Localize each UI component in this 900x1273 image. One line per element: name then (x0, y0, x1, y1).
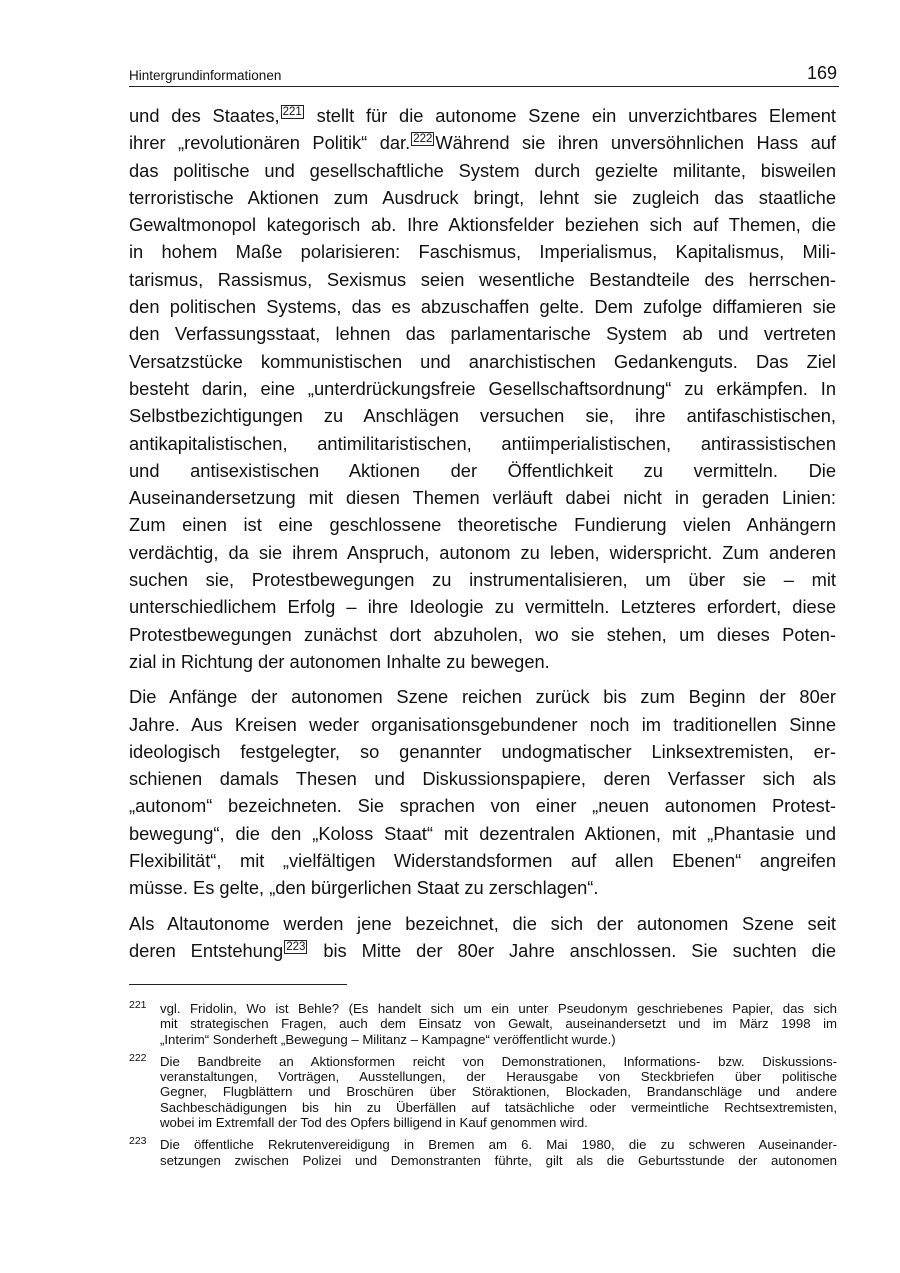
running-title: Hintergrundinformationen (129, 68, 282, 83)
footnote-line: setzungen zwischen Polizei und Demonstranten führte, gilt als die Geburtsstunde der autonomen (160, 1152, 837, 1168)
text-line (129, 937, 836, 964)
footnote-line: veranstaltungen, Vorträgen, Ausstellungen, der Herausgabe von Steckbriefen über politische (160, 1069, 837, 1085)
footnote-line: „Interim“ Sonderheft „Bewegung – Militanz – Kampagne“ veröffentlicht wurde.) (160, 1031, 616, 1047)
line-rest: Während sie ihren unversöhnlichen Hass auf (435, 132, 836, 154)
text-line: Jahre. Aus Kreisen weder organisationsgebundener noch im traditionellen Sinne (129, 713, 836, 735)
text-line: Flexibilität“, mit „vielfältigen Widerstandsformen auf allen Ebenen“ angreifen (129, 850, 836, 872)
footnote-ref-222[interactable]: 222 (413, 133, 433, 146)
footnote-line: Sachbeschädigungen bis hin zu Überfällen auf tatsächliche oder vermeintliche Rechtsextremisten, (160, 1099, 837, 1115)
footnote-221 (129, 1001, 837, 1047)
main-text (129, 102, 836, 972)
page-number: 169 (806, 63, 837, 83)
text-line: schienen damals Thesen und Diskussionspapiere, deren Verfasser sich als (129, 768, 836, 790)
footnote-line: Die öffentliche Rekrutenvereidigung in Bremen am 6. Mai 1980, die zu schweren Auseinander- (160, 1137, 837, 1153)
text-line: antikapitalistischen, antimilitaristischen, antiimperialistischen, antirassistischen (129, 432, 836, 454)
footnote-number: 222 (129, 1051, 147, 1064)
text-line: Protestbewegungen zunächst dort abzuholen, wo sie stehen, um dieses Poten- (129, 623, 836, 645)
text-line: in hohem Maße polarisieren: Faschismus, Imperialismus, Kapitalismus, Mili- (129, 241, 836, 263)
text-line: Selbstbezichtigungen zu Anschlägen versuchen sie, ihre antifaschistischen, (129, 405, 836, 427)
line-start: deren Entstehung (129, 939, 284, 961)
footnote-separator (129, 984, 347, 985)
line-rest: bis Mitte der 80er Jahre anschlossen. Sie suchten die (323, 939, 836, 961)
footnote-ref-223[interactable]: 223 (286, 940, 306, 953)
footnote-line: mit strategischen Fragen, auch dem Einsatz von Gewalt, auseinandersetzt und im März 1998 im (160, 1016, 837, 1032)
line-start: ihrer „revolutionären Politik“ dar. (129, 132, 411, 154)
footnote-223 (129, 1137, 837, 1168)
text-line: ideologisch festgelegter, so genannter undogmatischer Linksextremisten, er- (129, 740, 836, 762)
text-line: bewegung“, die den „Koloss Staat“ mit dezentralen Aktionen, mit „Phantasie und (129, 822, 836, 844)
text-line: den Verfassungsstaat, lehnen das parlamentarische System ab und vertreten (129, 323, 836, 345)
footnotes (129, 1001, 837, 1175)
footnote-line: wobei im Extremfall der Tod des Opfers billigend in Kauf genommen wird. (160, 1115, 588, 1131)
text-line: terroristische Aktionen zum Ausdruck bringt, lehnt sie zugleich das staatliche (129, 186, 836, 208)
text-line: Zum einen ist eine geschlossene theoretische Fundierung vielen Anhängern (129, 514, 836, 536)
footnote-number: 223 (129, 1135, 147, 1148)
text-line: Auseinandersetzung mit diesen Themen verläuft dabei nicht in geraden Linien: (129, 487, 836, 509)
text-line: Versatzstücke kommunistischen und anarchistischen Gedankenguts. Das Ziel (129, 350, 836, 372)
running-header (129, 60, 839, 87)
paragraph-3 (129, 910, 836, 965)
footnote-ref-221[interactable]: 221 (282, 106, 302, 118)
text-line: den politischen Systems, das es abzuschaffen gelte. Dem zufolge diffamieren sie (129, 296, 836, 318)
text-line: tarismus, Rassismus, Sexismus seien wesentliche Bestandteile des herrschen- (129, 268, 836, 290)
text-line: Als Altautonome werden jene bezeichnet, die sich der autonomen Szene seit (129, 912, 836, 934)
text-line: unterschiedlichem Erfolg – ihre Ideologie zu vermitteln. Letzteres erfordert, diese (129, 596, 836, 618)
text-line (129, 129, 836, 156)
footnote-line: Die Bandbreite an Aktionsformen reicht von Demonstrationen, Informations- bzw. Diskussions- (160, 1053, 837, 1069)
text-line: das politische und gesellschaftliche System durch gezielte militante, bisweilen (129, 159, 836, 181)
text-line: zial in Richtung der autonomen Inhalte zu bewegen. (129, 650, 550, 672)
text-line: besteht darin, eine „unterdrückungsfreie Gesellschaftsordnung“ zu erkämpfen. In (129, 377, 836, 399)
text-line: Die Anfänge der autonomen Szene reichen zurück bis zum Beginn der 80er (129, 686, 836, 708)
text-line: verdächtig, da sie ihrem Anspruch, autonom zu leben, widerspricht. Zum anderen (129, 541, 836, 563)
text-line: und antisexistischen Aktionen der Öffentlichkeit zu vermitteln. Die (129, 459, 836, 481)
line-rest: stellt für die autonome Szene ein unverzichtbares Element (316, 105, 836, 126)
footnote-line: vgl. Fridolin, Wo ist Behle? (Es handelt sich um ein unter Pseudonym geschriebenes Papier, das sich (160, 1001, 837, 1016)
paragraph-2 (129, 683, 836, 901)
footnote-222 (129, 1051, 837, 1131)
text-line: Gewaltmonopol kategorisch ab. Ihre Aktionsfelder beziehen sich auf Themen, die (129, 214, 836, 236)
paragraph-1 (129, 102, 836, 675)
text-line (129, 102, 836, 129)
footnote-line: Gegner, Flugblättern und Broschüren über Störaktionen, Blockaden, Brandanschläge und andere (160, 1084, 837, 1100)
text-line: suchen sie, Protestbewegungen zu instrumentalisieren, um über sie – mit (129, 569, 836, 591)
footnote-number: 221 (129, 999, 147, 1011)
line-start: und des Staates, (129, 105, 280, 126)
text-line: „autonom“ bezeichneten. Sie sprachen von einer „neuen autonomen Protest- (129, 795, 836, 817)
text-line: müsse. Es gelte, „den bürgerlichen Staat zu zerschlagen“. (129, 877, 599, 899)
